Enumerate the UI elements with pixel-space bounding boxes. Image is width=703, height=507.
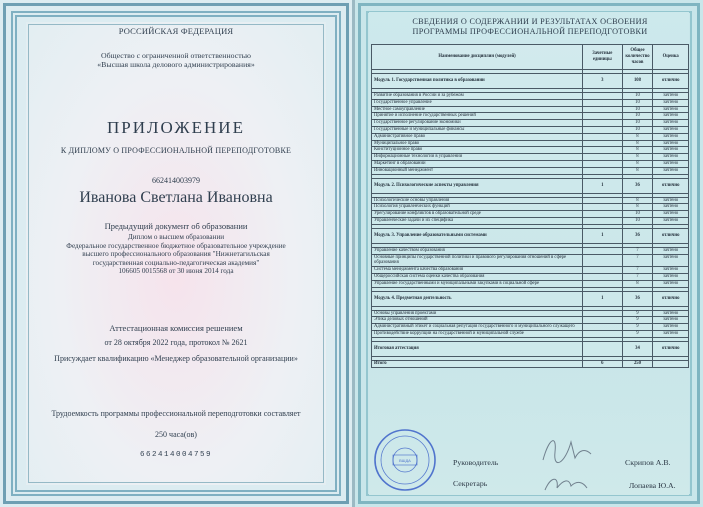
organization-stamp bbox=[373, 428, 437, 492]
column-header-discipline: Наименование дисциплин (модулей) bbox=[372, 45, 583, 70]
head-label: Руководитель bbox=[453, 458, 499, 467]
units-cell bbox=[583, 280, 622, 287]
discipline-row bbox=[372, 317, 689, 324]
units-cell bbox=[583, 133, 622, 140]
hours-cell: 10 bbox=[622, 120, 653, 127]
grade-cell: зачтено bbox=[653, 310, 689, 317]
discipline-name-cell: Психологические основы управления bbox=[372, 197, 583, 204]
discipline-name-cell: Модуль 3. Управление образовательными системами bbox=[372, 228, 583, 243]
workload-label: Трудоемкость программы профессиональной переподготовки составляет bbox=[51, 409, 301, 418]
grade-cell: отлично bbox=[653, 74, 689, 89]
discipline-name-cell: Итого bbox=[372, 360, 583, 367]
organization-line-2: «Высшая школа делового администрирования» bbox=[97, 60, 255, 69]
discipline-row bbox=[372, 267, 689, 274]
discipline-row bbox=[372, 211, 689, 218]
previous-document-details bbox=[28, 233, 324, 276]
hours-cell: 36 bbox=[622, 291, 653, 306]
previous-document-line: Федеральное государственное бюджетное образовательное учреждение bbox=[66, 241, 286, 250]
hours-cell: 9 bbox=[622, 330, 653, 337]
discipline-name-cell: Муниципальное право bbox=[372, 140, 583, 147]
units-cell bbox=[583, 247, 622, 254]
grade-cell: зачтено bbox=[653, 133, 689, 140]
total-row bbox=[372, 360, 689, 367]
grade-cell: зачтено bbox=[653, 204, 689, 211]
units-cell bbox=[583, 341, 622, 356]
hours-cell: 7 bbox=[622, 273, 653, 280]
grade-cell: зачтено bbox=[653, 154, 689, 161]
column-header-units: Зачетные единицы bbox=[583, 45, 622, 70]
hours-cell: 8 bbox=[622, 204, 653, 211]
discipline-name-cell: Этика деловых отношений bbox=[372, 317, 583, 324]
discipline-name-cell: Основы управления проектами bbox=[372, 310, 583, 317]
grade-cell: зачтено bbox=[653, 211, 689, 218]
discipline-name-cell: Инновационный менеджмент bbox=[372, 167, 583, 174]
units-cell bbox=[583, 93, 622, 100]
units-cell: 3 bbox=[583, 74, 622, 89]
grade-cell: зачтено bbox=[653, 317, 689, 324]
secretary-name: Лопаева Ю.А. bbox=[629, 481, 676, 490]
hours-cell: 8 bbox=[622, 133, 653, 140]
discipline-row bbox=[372, 280, 689, 287]
grade-cell: зачтено bbox=[653, 273, 689, 280]
previous-document-line: 106605 0015568 от 30 июня 2014 года bbox=[118, 267, 234, 275]
qualification: Присуждает квалификацию «Менеджер образовательной организации» bbox=[54, 354, 298, 363]
units-cell bbox=[583, 211, 622, 218]
units-cell bbox=[583, 217, 622, 224]
hours-cell: 250 bbox=[622, 360, 653, 367]
units-cell bbox=[583, 197, 622, 204]
discipline-row bbox=[372, 120, 689, 127]
grade-cell: зачтено bbox=[653, 147, 689, 154]
organization-name bbox=[28, 51, 324, 69]
column-header-hours: Общее количество часов bbox=[622, 45, 653, 70]
units-cell bbox=[583, 330, 622, 337]
hours-cell: 10 bbox=[622, 106, 653, 113]
discipline-row bbox=[372, 113, 689, 120]
units-cell bbox=[583, 324, 622, 331]
discipline-name-cell: Развитие образования в России и за рубежом bbox=[372, 93, 583, 100]
blank-number: 662414004759 bbox=[139, 451, 212, 459]
hours-cell: 9 bbox=[622, 317, 653, 324]
discipline-row bbox=[372, 126, 689, 133]
discipline-name-cell: Местное самоуправление bbox=[372, 106, 583, 113]
previous-document-label: Предыдущий документ об образовании bbox=[104, 221, 248, 231]
commission-label: Аттестационная комиссия решением bbox=[109, 323, 243, 333]
hours-cell: 8 bbox=[622, 167, 653, 174]
hours-cell: 36 bbox=[622, 178, 653, 193]
hours-cell: 8 bbox=[622, 280, 653, 287]
discipline-name-cell: Государственное управление bbox=[372, 99, 583, 106]
grade-cell: отлично bbox=[653, 291, 689, 306]
page-title: ПРИЛОЖЕНИЕ bbox=[107, 118, 245, 137]
discipline-row bbox=[372, 140, 689, 147]
discipline-row bbox=[372, 154, 689, 161]
discipline-row bbox=[372, 147, 689, 154]
units-cell bbox=[583, 160, 622, 167]
units-cell bbox=[583, 126, 622, 133]
module-row bbox=[372, 178, 689, 193]
grade-cell: зачтено bbox=[653, 267, 689, 274]
discipline-name-cell: Модуль 1. Государственная политика в образовании bbox=[372, 74, 583, 89]
discipline-row bbox=[372, 133, 689, 140]
discipline-row bbox=[372, 93, 689, 100]
diploma-number: 662414003979 bbox=[152, 176, 200, 185]
grade-cell: зачтено bbox=[653, 93, 689, 100]
module-row bbox=[372, 291, 689, 306]
units-cell: 1 bbox=[583, 228, 622, 243]
previous-document-line: государственная социально-педагогическая академия" bbox=[92, 258, 260, 267]
discipline-row bbox=[372, 330, 689, 337]
grade-cell: зачтено bbox=[653, 280, 689, 287]
units-cell bbox=[583, 317, 622, 324]
results-heading-line-2: ПРОГРАММЫ ПРОФЕССИОНАЛЬНОЙ ПЕРЕПОДГОТОВКИ bbox=[412, 27, 648, 36]
units-cell bbox=[583, 310, 622, 317]
grade-cell: зачтено bbox=[653, 324, 689, 331]
grade-cell: отлично bbox=[653, 178, 689, 193]
discipline-row bbox=[372, 217, 689, 224]
grade-cell: отлично bbox=[653, 228, 689, 243]
previous-document-line: высшего профессионального образования "Нижнетагильская bbox=[82, 250, 270, 258]
discipline-name-cell: Урегулирование конфликтов в образовательной среде bbox=[372, 211, 583, 218]
grade-cell: зачтено bbox=[653, 120, 689, 127]
grade-cell: зачтено bbox=[653, 254, 689, 267]
units-cell bbox=[583, 267, 622, 274]
discipline-name-cell: Основные принципы государственной политики и правового регулирования отношений в сфере образования bbox=[372, 254, 583, 267]
hours-cell: 108 bbox=[622, 74, 653, 89]
discipline-name-cell: Противодействие коррупции на государственной и муниципальной службе bbox=[372, 330, 583, 337]
page-subtitle: К ДИПЛОМУ О ПРОФЕССИОНАЛЬНОЙ ПЕРЕПОДГОТОВКЕ bbox=[60, 146, 292, 155]
grade-cell: зачтено bbox=[653, 217, 689, 224]
module-row bbox=[372, 228, 689, 243]
results-heading-line-1: СВЕДЕНИЯ О СОДЕРЖАНИИ И РЕЗУЛЬТАТАХ ОСВОЕНИЯ bbox=[412, 17, 648, 26]
discipline-name-cell: Управленческие задачи и их специфика bbox=[372, 217, 583, 224]
discipline-name-cell: Модуль 2. Психологические аспекты управления bbox=[372, 178, 583, 193]
discipline-name-cell: Управление качеством образования bbox=[372, 247, 583, 254]
units-cell bbox=[583, 273, 622, 280]
right-page bbox=[355, 0, 703, 507]
discipline-name-cell: Модуль 4. Предметная деятельность bbox=[372, 291, 583, 306]
grade-cell bbox=[653, 360, 689, 367]
units-cell bbox=[583, 140, 622, 147]
units-cell: 1 bbox=[583, 291, 622, 306]
hours-cell: 9 bbox=[622, 324, 653, 331]
units-cell: 6 bbox=[583, 360, 622, 367]
hours-cell: 8 bbox=[622, 140, 653, 147]
hours-cell: 10 bbox=[622, 211, 653, 218]
country-heading: РОССИЙСКАЯ ФЕДЕРАЦИЯ bbox=[118, 26, 234, 36]
secretary-label: Секретарь bbox=[453, 479, 488, 488]
table-header-row bbox=[372, 45, 689, 70]
discipline-row bbox=[372, 247, 689, 254]
module-row bbox=[372, 341, 689, 356]
discipline-name-cell: Система менеджмента качества образования bbox=[372, 267, 583, 274]
head-signature bbox=[535, 430, 595, 470]
discipline-row bbox=[372, 273, 689, 280]
units-cell bbox=[583, 254, 622, 267]
hours-cell: 10 bbox=[622, 126, 653, 133]
hours-cell: 10 bbox=[622, 99, 653, 106]
discipline-name-cell: Принятие и исполнение государственных решений bbox=[372, 113, 583, 120]
discipline-row bbox=[372, 324, 689, 331]
holder-name: Иванова Светлана Ивановна bbox=[79, 189, 273, 206]
table-body bbox=[372, 70, 689, 368]
discipline-row bbox=[372, 310, 689, 317]
grade-cell: зачтено bbox=[653, 247, 689, 254]
grade-cell: зачтено bbox=[653, 99, 689, 106]
hours-cell: 8 bbox=[622, 160, 653, 167]
grade-cell: зачтено bbox=[653, 126, 689, 133]
discipline-name-cell: Административное право bbox=[372, 133, 583, 140]
units-cell bbox=[583, 113, 622, 120]
workload-value: 250 часа(ов) bbox=[155, 430, 197, 439]
organization-line-1: Общество с ограниченной ответственностью bbox=[100, 51, 251, 60]
hours-cell: 10 bbox=[622, 93, 653, 100]
discipline-row bbox=[372, 167, 689, 174]
hours-cell: 10 bbox=[622, 217, 653, 224]
disciplines-table bbox=[371, 44, 689, 368]
units-cell bbox=[583, 120, 622, 127]
hours-cell: 9 bbox=[622, 310, 653, 317]
discipline-name-cell: Информационные технологии в управлении bbox=[372, 154, 583, 161]
secretary-signature bbox=[541, 470, 591, 498]
discipline-name-cell: Психология управленческих функций bbox=[372, 204, 583, 211]
hours-cell: 36 bbox=[622, 228, 653, 243]
hours-cell: 7 bbox=[622, 254, 653, 267]
grade-cell: зачтено bbox=[653, 197, 689, 204]
hours-cell: 8 bbox=[622, 154, 653, 161]
discipline-row bbox=[372, 99, 689, 106]
grade-cell: зачтено bbox=[653, 140, 689, 147]
grade-cell: отлично bbox=[653, 341, 689, 356]
hours-cell: 8 bbox=[622, 147, 653, 154]
grade-cell: зачтено bbox=[653, 113, 689, 120]
units-cell bbox=[583, 99, 622, 106]
hours-cell: 8 bbox=[622, 197, 653, 204]
module-row bbox=[372, 74, 689, 89]
svg-text:ВШДА: ВШДА bbox=[399, 458, 411, 463]
column-header-grade: Оценка bbox=[653, 45, 689, 70]
discipline-name-cell: Административный этикет и социальная репутация государственного и муниципального служащего bbox=[372, 324, 583, 331]
results-heading bbox=[375, 17, 685, 37]
grade-cell: зачтено bbox=[653, 330, 689, 337]
hours-cell: 10 bbox=[622, 113, 653, 120]
units-cell bbox=[583, 154, 622, 161]
units-cell bbox=[583, 147, 622, 154]
discipline-name-cell: Итоговая аттестация bbox=[372, 341, 583, 356]
units-cell bbox=[583, 167, 622, 174]
discipline-name-cell: Государственное регулирование экономики bbox=[372, 120, 583, 127]
discipline-row bbox=[372, 160, 689, 167]
grade-cell: зачтено bbox=[653, 160, 689, 167]
discipline-row bbox=[372, 106, 689, 113]
decision-date: от 28 октября 2022 года, протокол № 2621 bbox=[104, 338, 248, 347]
hours-cell: 7 bbox=[622, 267, 653, 274]
discipline-row bbox=[372, 254, 689, 267]
discipline-row bbox=[372, 204, 689, 211]
hours-cell: 7 bbox=[622, 247, 653, 254]
units-cell: 1 bbox=[583, 178, 622, 193]
head-name: Скрипов А.В. bbox=[625, 458, 671, 467]
discipline-name-cell: Маркетинг в образовании bbox=[372, 160, 583, 167]
units-cell bbox=[583, 204, 622, 211]
hours-cell: 34 bbox=[622, 341, 653, 356]
previous-document-line: Диплом о высшем образовании bbox=[127, 233, 225, 241]
discipline-name-cell: Конституционное право bbox=[372, 147, 583, 154]
grade-cell: зачтено bbox=[653, 106, 689, 113]
grade-cell: зачтено bbox=[653, 167, 689, 174]
units-cell bbox=[583, 106, 622, 113]
discipline-name-cell: Общероссийская система оценки качества образования bbox=[372, 273, 583, 280]
discipline-name-cell: Управление государственными и муниципальными закупками в социальной сфере bbox=[372, 280, 583, 287]
discipline-name-cell: Государственные и муниципальные финансы bbox=[372, 126, 583, 133]
discipline-row bbox=[372, 197, 689, 204]
